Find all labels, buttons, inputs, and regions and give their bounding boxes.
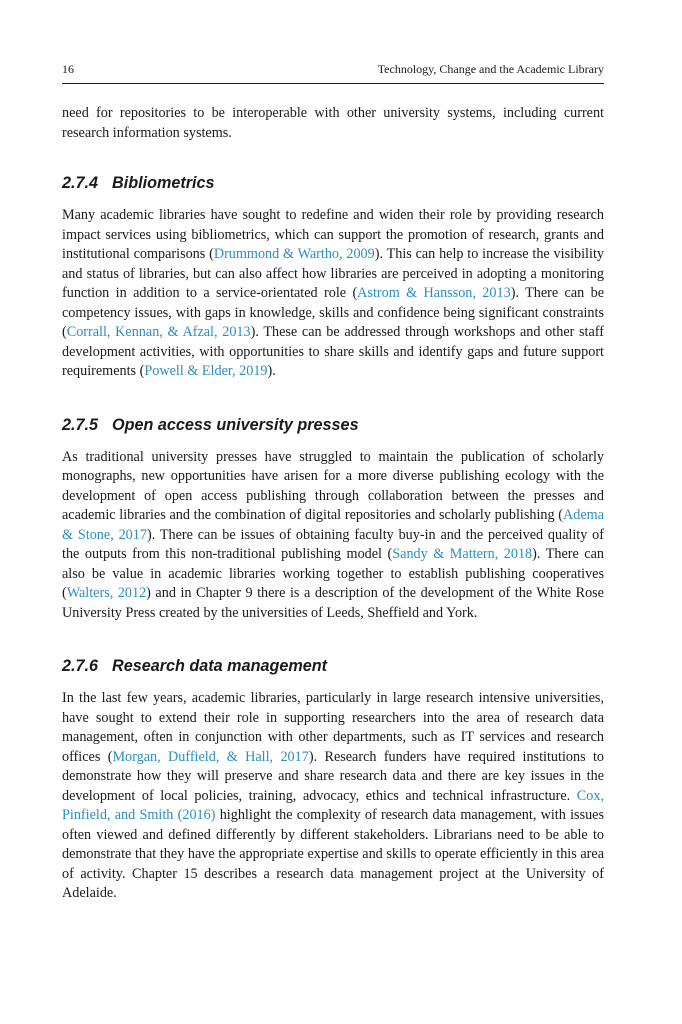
citation-link[interactable]: Cox, Pinfield, and Smith (2016) [62, 787, 604, 823]
section-title: Bibliometrics [112, 174, 215, 192]
section-title: Research data management [112, 657, 328, 675]
body-text: ). These can be addressed through workshops and other staff development activities, with opportunities to share skills and identify gaps and future support requirements ( [62, 324, 604, 379]
citation-link[interactable]: Drummond & Wartho, 2009 [213, 246, 375, 262]
citation-link[interactable]: Morgan, Duffield, & Hall, 2017 [112, 748, 309, 765]
section-2-7-5 [62, 415, 604, 624]
citation-link[interactable]: Walters, 2012 [66, 585, 147, 601]
lead-paragraph: need for repositories to be interoperable with other university systems, including current research information systems. [62, 105, 604, 141]
body-text: Many academic libraries have sought to redefine and widen their role by providing research impact services using bibliometrics, which can support the promotion of research, grants and institutional comparisons ( [62, 207, 604, 262]
citation-link[interactable]: Adema & Stone, 2017 [62, 507, 604, 543]
running-header [62, 62, 604, 84]
section-heading [62, 173, 604, 193]
page-number: 16 [62, 62, 74, 76]
book-title: Technology, Change and the Academic Library [377, 62, 604, 76]
body-text: ). Research funders have required institutions to demonstrate how they will preserve and share research data and there are key issues in the development of local policies, training, advocacy, ethics and technical infrastructure. [62, 748, 604, 804]
section-2-7-6 [62, 656, 604, 904]
section-title: Open access university presses [112, 415, 359, 434]
body-text: ) and in Chapter 9 there is a description of the development of the White Rose University Press created by the universities of Leeds, Sheffield and York. [62, 585, 604, 621]
section-heading [62, 656, 604, 676]
body-text: ). [267, 363, 276, 379]
body-text: ). There can be issues of obtaining faculty buy-in and the perceived quality of the outputs from this non-traditional publishing model ( [62, 526, 604, 562]
section-number: 2.7.4 [62, 174, 99, 192]
body-text: As traditional university presses have struggled to maintain the publication of scholarly monographs, new opportunities have arisen for a more diverse publishing ecology with the development of open access publishing through collaboration between the presses and academic libraries and the combination of digital repositories and scholarly publishing ( [62, 448, 604, 523]
book-page [62, 62, 604, 904]
citation-link[interactable]: Corrall, Kennan, & Afzal, 2013 [66, 324, 251, 340]
section-body [62, 448, 604, 624]
body-text: ). This can help to increase the visibility and status of libraries, but can also affect how libraries are perceived in adopting a monitoring function in addition to a service-orientated role ( [62, 246, 604, 301]
body-text: ). There can be competency issues, with gaps in knowledge, skills and confidence being significant constraints ( [62, 285, 604, 340]
body-text: In the last few years, academic libraries, particularly in large research intensive universities, have sought to extend their role in supporting researchers into the area of research data management, often in conjunction with other departments, such as IT services and research offices ( [62, 690, 604, 765]
citation-link[interactable]: Powell & Elder, 2019 [144, 363, 268, 379]
section-number: 2.7.6 [62, 657, 99, 675]
sections-container [62, 173, 604, 904]
citation-link[interactable]: Sandy & Mattern, 2018 [392, 546, 533, 562]
section-body [62, 206, 604, 382]
section-body [62, 689, 604, 904]
section-heading [62, 415, 604, 435]
body-text: highlight the complexity of research data management, with issues often viewed and defined differently by different stakeholders. Librarians need to be able to demonstrate that they have the appropriate expertise and skills to operate efficiently in this area of activity. Chapter 15 describes a research data management project at the University of Adelaide. [62, 807, 604, 901]
section-2-7-4 [62, 173, 604, 382]
body-text: ). There can also be value in academic libraries working together to establish publishing cooperatives ( [62, 546, 604, 601]
citation-link[interactable]: Astrom & Hansson, 2013 [357, 285, 511, 301]
section-number: 2.7.5 [62, 415, 99, 434]
